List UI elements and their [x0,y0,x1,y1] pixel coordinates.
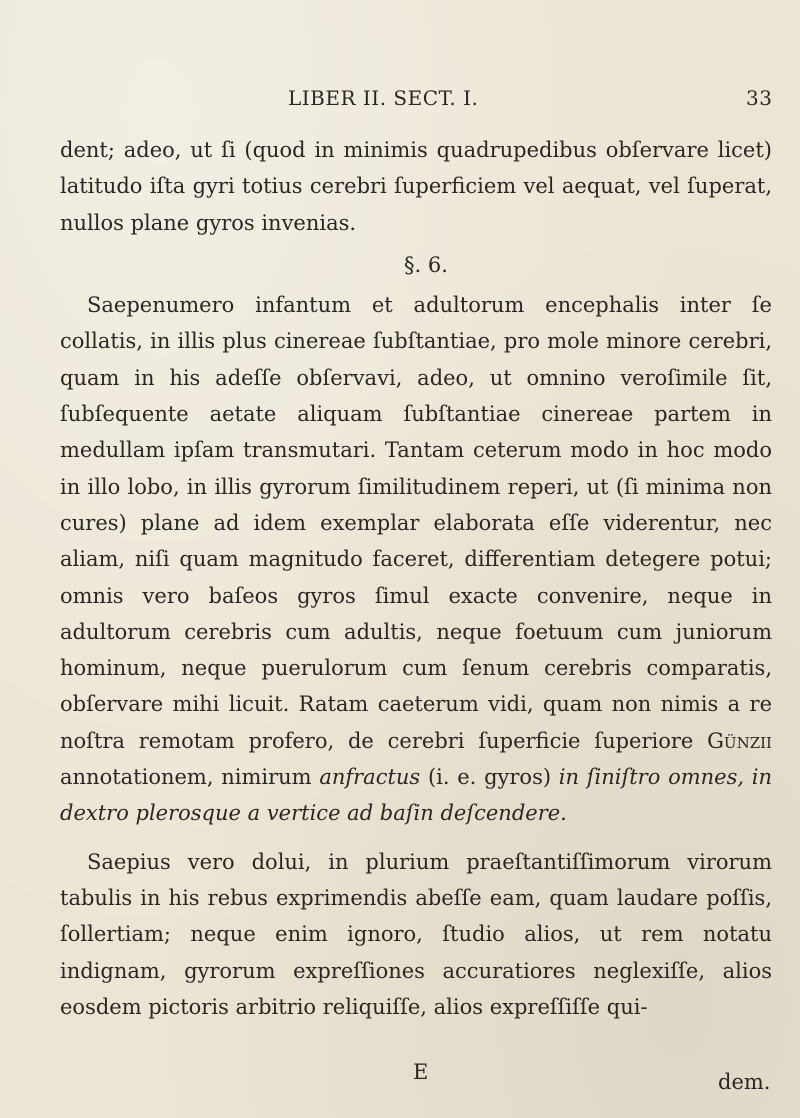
running-header [0,86,800,116]
catchword: dem. [718,1070,771,1094]
paragraph-gap [60,832,772,844]
parenthetical: (i. e. gyros) [427,765,552,790]
page-footer [0,1060,800,1100]
paragraph-text-cont: annotationem, nimirum [60,765,312,790]
paragraph-continued: dent; adeo, ut ſi (quod in minimis quadrupedibus obſervare licet) latitudo iſta gyri totius cerebri ſuperficiem vel aequat, vel ſuperat, nullos plane gyros invenias. [60,138,772,235]
author-name: Günzii [707,728,772,753]
running-title: LIBER II. SECT. I. [288,86,479,110]
page-number: 33 [746,86,773,110]
italic-term: anfractus [319,765,421,790]
main-text [60,132,772,1025]
paragraph-text: Saepenumero infantum et adultorum encephalis inter ſe collatis, in illis plus cinereae ſubſtantiae, pro mole minore cerebri, quam in his adeſſe obſervavi, adeo, ut omnino veroſimile ſit, ſubſequente aetate aliquam ſubſtantiae cinereae partem in medullam ipſam transmutari. Tantam ceterum modo in hoc modo in illo lobo, in illis gyrorum ſimilitudinem reperi, ut (ſi minima non cures) plane ad idem exemplar elaborata eſſe viderentur, nec aliam, niſi quam magnitudo faceret, differentiam detegere potui; omnis vero baſeos gyros ſimul exacte convenire, neque in adultorum cerebris cum adultis, neque foetuum cum juniorum hominum, neque puerulorum cum ſenum cerebris comparatis, obſervare mihi licuit. Ratam caeterum vidi, quam non nimis a re noſtra remotam profero, de cerebri ſuperficie ſuperiore [60,293,772,753]
section-heading: §. 6. [404,252,448,277]
signature-mark: E [413,1060,429,1084]
paragraph-3: Saepius vero dolui, in plurium praeſtantiſſimorum virorum tabulis in his rebus exprimendis abeſſe eam, quam laudare poſſis, ſollertiam; neque enim ignoro, ſtudio alios, ut rem notatu indignam, gyrorum expreſſiones accuratiores neglexiſſe, alios eosdem pictoris arbitrio reliquiſſe, alios expreſſiſſe qui- [60,849,772,1019]
italic-quote: in ſiniſtro omnes, in dextro plerosque a vertice ad baſin deſcendere. [60,765,773,826]
paragraph-section-6 [60,287,772,831]
